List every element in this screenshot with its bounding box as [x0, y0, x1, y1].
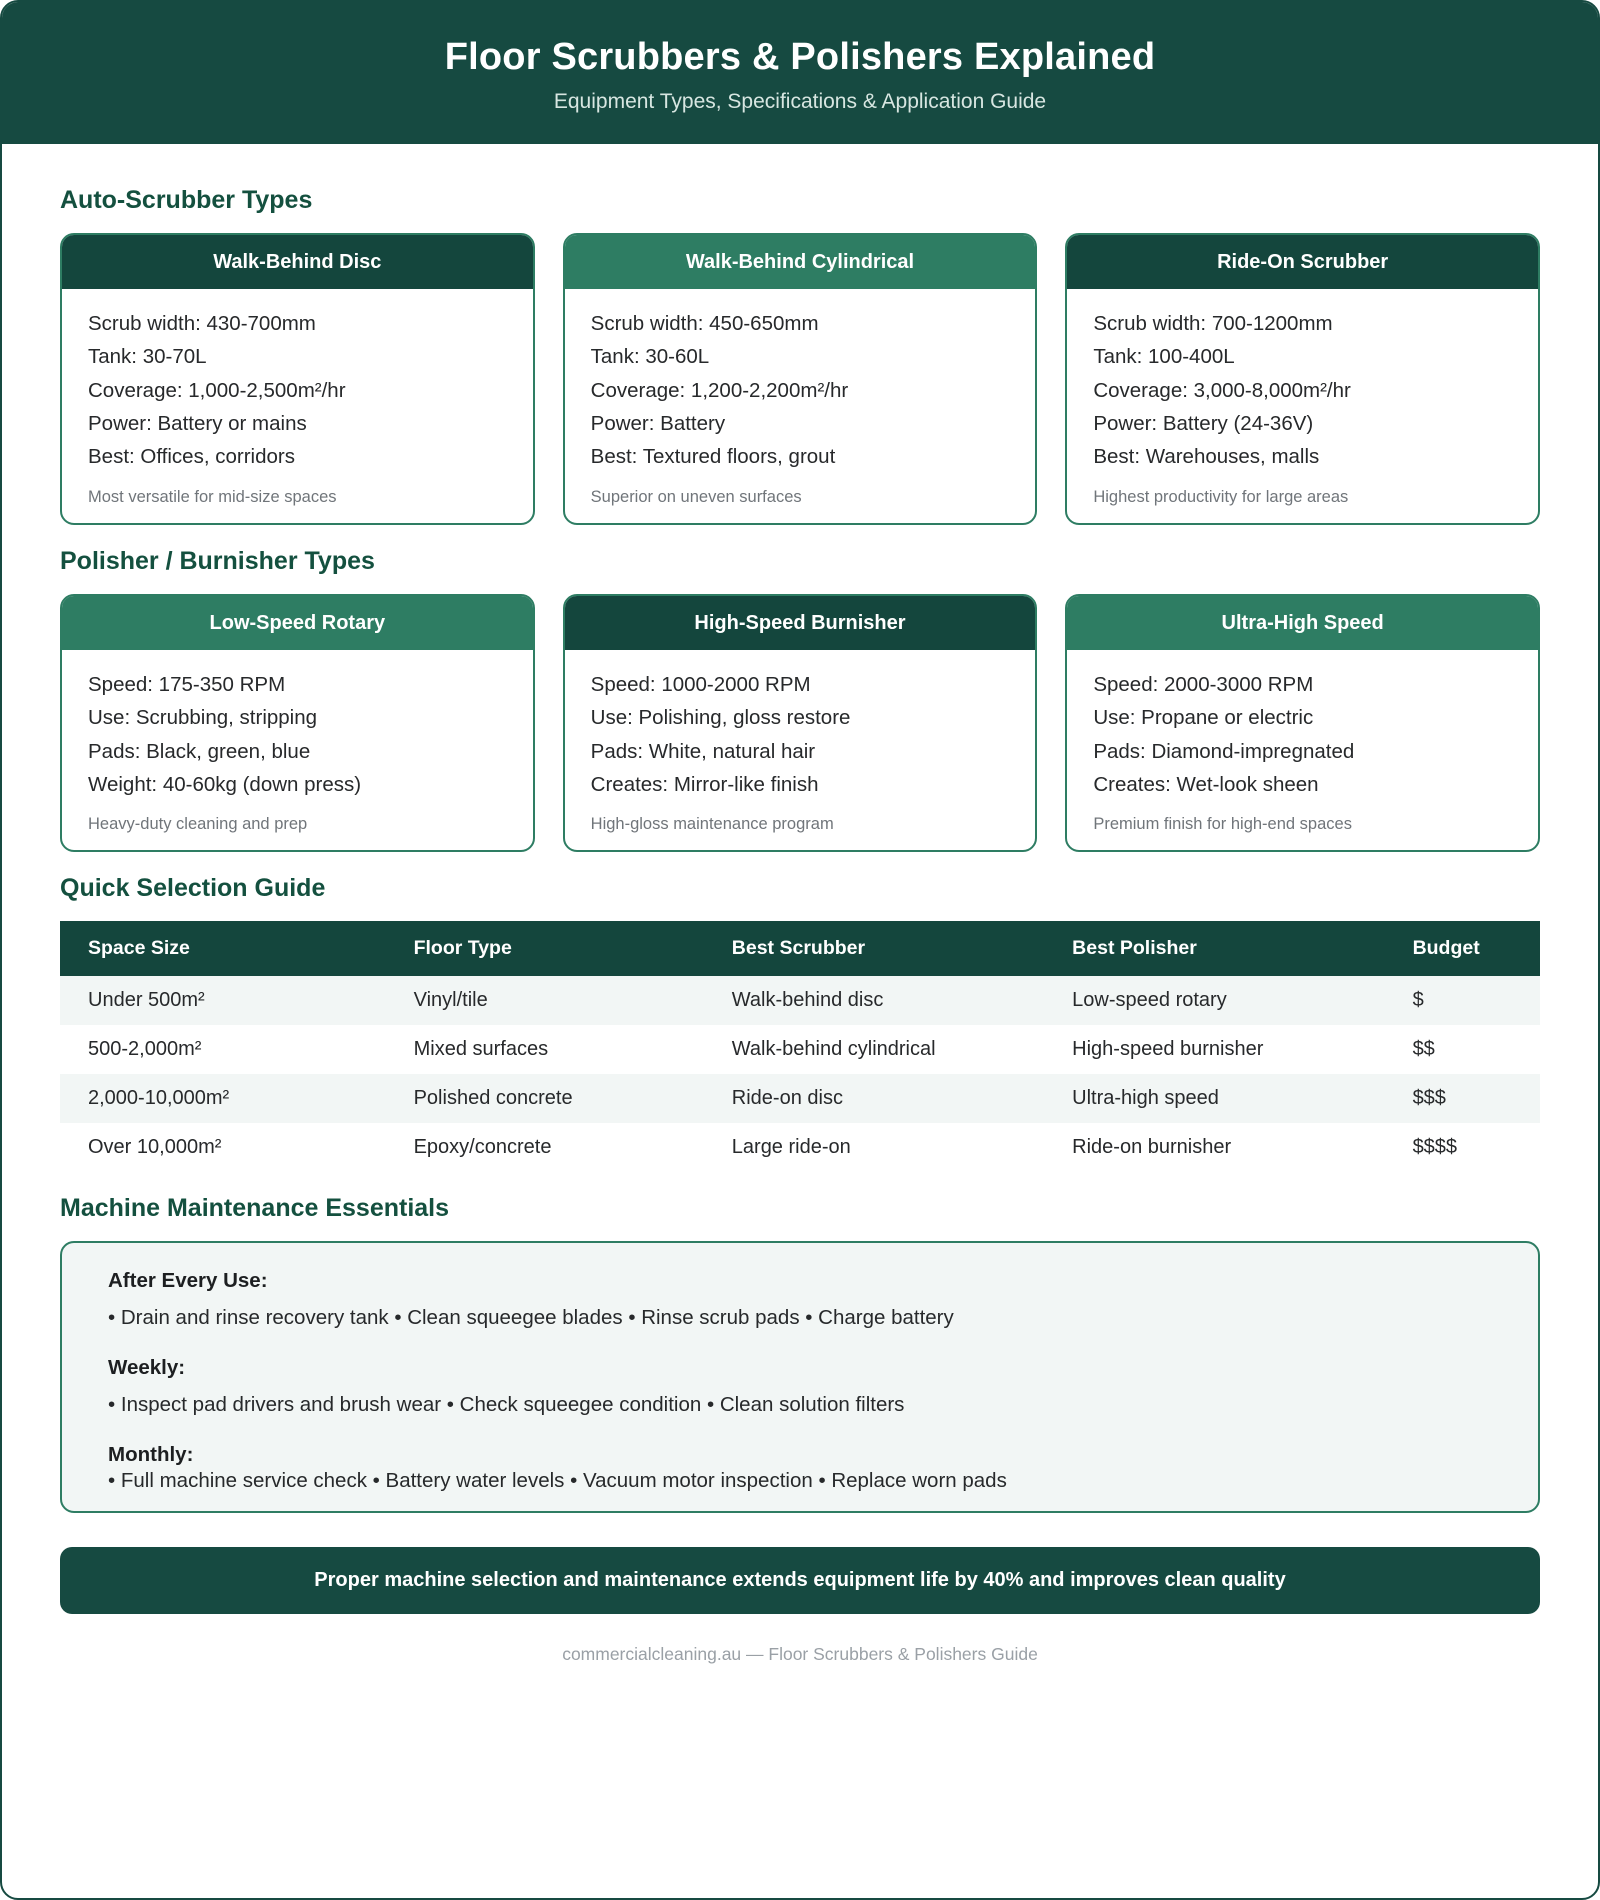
- table-row: [60, 1123, 1540, 1172]
- spec-card-title: Walk-Behind Disc: [62, 235, 533, 289]
- section-title-scrubbers: Auto-Scrubber Types: [60, 185, 313, 214]
- table-row: [60, 1025, 1540, 1074]
- spec-card: [1065, 594, 1540, 853]
- page-header: [2, 2, 1598, 144]
- spec-line: Tank: 100-400L: [1093, 345, 1235, 369]
- cell-budget: $$$$: [1412, 1136, 1458, 1159]
- spec-card: [563, 594, 1038, 853]
- spec-card-title: Ultra-High Speed: [1067, 596, 1538, 650]
- cell-budget: $: [1412, 989, 1424, 1012]
- spec-card-body: [1067, 289, 1538, 523]
- spec-line: Scrub width: 700-1200mm: [1093, 311, 1333, 335]
- spec-card-note: Superior on uneven surfaces: [590, 487, 802, 506]
- spec-line: Coverage: 3,000-8,000m²/hr: [1093, 378, 1351, 402]
- spec-line: Creates: Mirror-like finish: [590, 772, 819, 796]
- spec-line: Use: Polishing, gloss restore: [590, 706, 851, 730]
- spec-line: Tank: 30-70L: [88, 345, 207, 369]
- spec-card-body: [1067, 650, 1538, 851]
- table-row: [60, 976, 1540, 1025]
- spec-card-title: Walk-Behind Cylindrical: [565, 235, 1036, 289]
- maintenance-group: [108, 1443, 1492, 1493]
- spec-card-note: Most versatile for mid-size spaces: [88, 487, 337, 506]
- spec-line: Tank: 30-60L: [590, 345, 710, 369]
- spec-line: Use: Propane or electric: [1093, 706, 1314, 730]
- spec-card: [60, 233, 535, 525]
- cell-best-polisher: Low-speed rotary: [1072, 989, 1227, 1012]
- spec-card-title: High-Speed Burnisher: [565, 596, 1036, 650]
- spec-card-body: [565, 289, 1036, 523]
- cell-budget: $$$: [1412, 1087, 1446, 1110]
- spec-card-note: Highest productivity for large areas: [1093, 487, 1349, 506]
- page-subtitle: Equipment Types, Specifications & Application Guide: [553, 89, 1047, 113]
- maintenance-label: Weekly:: [108, 1356, 186, 1380]
- selection-guide-table: [60, 921, 1540, 1172]
- cell-best-scrubber: Walk-behind cylindrical: [731, 1038, 936, 1061]
- spec-line: Power: Battery: [590, 411, 726, 435]
- column-header-budget: Budget: [1385, 921, 1540, 976]
- spec-line: Pads: Diamond-impregnated: [1093, 739, 1355, 763]
- column-header-floor-type: Floor Type: [386, 921, 704, 976]
- spec-line: Scrub width: 450-650mm: [590, 311, 819, 335]
- spec-line: Weight: 40-60kg (down press): [88, 772, 362, 796]
- maintenance-tasks: • Inspect pad drivers and brush wear • Check squeegee condition • Clean solution filters: [108, 1393, 905, 1417]
- spec-card: [60, 594, 535, 853]
- spec-line: Power: Battery (24-36V): [1093, 411, 1314, 435]
- cell-floor-type: Vinyl/tile: [413, 989, 488, 1012]
- maintenance-label: After Every Use:: [108, 1269, 268, 1293]
- spec-line: Coverage: 1,200-2,200m²/hr: [590, 378, 849, 402]
- maintenance-tasks: • Full machine service check • Battery water levels • Vacuum motor inspection • Replace worn pads: [108, 1469, 1007, 1493]
- spec-line: Speed: 175-350 RPM: [88, 672, 286, 696]
- spec-line: Best: Warehouses, malls: [1093, 445, 1320, 469]
- cell-best-polisher: Ultra-high speed: [1072, 1087, 1219, 1110]
- table-body: [60, 976, 1540, 1172]
- spec-card-body: [62, 289, 533, 523]
- spec-card-note: Premium finish for high-end spaces: [1093, 815, 1352, 834]
- spec-line: Best: Textured floors, grout: [590, 445, 836, 469]
- spec-card: [1065, 233, 1540, 525]
- cell-space-size: 2,000-10,000m²: [88, 1087, 230, 1110]
- maintenance-group: [108, 1356, 1492, 1417]
- spec-line: Power: Battery or mains: [88, 411, 307, 435]
- cell-floor-type: Epoxy/concrete: [413, 1136, 552, 1159]
- spec-card: [563, 233, 1038, 525]
- spec-line: Speed: 1000-2000 RPM: [590, 672, 811, 696]
- scrubber-card-grid: [60, 233, 1540, 525]
- spec-line: Creates: Wet-look sheen: [1093, 772, 1319, 796]
- spec-line: Use: Scrubbing, stripping: [88, 706, 318, 730]
- column-header-best-polisher: Best Polisher: [1044, 921, 1384, 976]
- table-head: [60, 921, 1540, 976]
- cell-best-polisher: Ride-on burnisher: [1072, 1136, 1232, 1159]
- spec-card-title: Ride-On Scrubber: [1067, 235, 1538, 289]
- spec-card-title: Low-Speed Rotary: [62, 596, 533, 650]
- spec-card-body: [565, 650, 1036, 851]
- maintenance-box: [60, 1241, 1540, 1513]
- cell-space-size: Over 10,000m²: [88, 1136, 222, 1159]
- page-title: Floor Scrubbers & Polishers Explained: [444, 36, 1156, 78]
- spec-line: Pads: White, natural hair: [590, 739, 816, 763]
- cell-best-polisher: High-speed burnisher: [1072, 1038, 1264, 1061]
- spec-card-note: Heavy-duty cleaning and prep: [88, 815, 308, 834]
- summary-banner: Proper machine selection and maintenance extends equipment life by 40% and improves clean quality: [60, 1547, 1540, 1614]
- spec-card-note: High-gloss maintenance program: [590, 815, 834, 834]
- section-title-polishers: Polisher / Burnisher Types: [60, 546, 375, 575]
- cell-space-size: Under 500m²: [88, 989, 205, 1012]
- page-body: [2, 144, 1598, 1692]
- column-header-space-size: Space Size: [60, 921, 386, 976]
- section-title-guide: Quick Selection Guide: [60, 874, 326, 903]
- cell-floor-type: Polished concrete: [413, 1087, 573, 1110]
- cell-floor-type: Mixed surfaces: [413, 1038, 549, 1061]
- cell-best-scrubber: Walk-behind disc: [731, 989, 884, 1012]
- cell-space-size: 500-2,000m²: [88, 1038, 202, 1061]
- spec-line: Coverage: 1,000-2,500m²/hr: [88, 378, 346, 402]
- credit-line: commercialcleaning.au — Floor Scrubbers & Polishers Guide: [562, 1644, 1038, 1665]
- table-row: [60, 1074, 1540, 1123]
- spec-line: Speed: 2000-3000 RPM: [1093, 672, 1314, 696]
- spec-line: Pads: Black, green, blue: [88, 739, 311, 763]
- spec-card-body: [62, 650, 533, 851]
- maintenance-group: [108, 1269, 1492, 1330]
- column-header-best-scrubber: Best Scrubber: [704, 921, 1044, 976]
- section-title-maintenance: Machine Maintenance Essentials: [60, 1194, 450, 1223]
- polisher-card-grid: [60, 594, 1540, 853]
- spec-line: Best: Offices, corridors: [88, 445, 295, 469]
- cell-best-scrubber: Large ride-on: [731, 1136, 851, 1159]
- cell-best-scrubber: Ride-on disc: [731, 1087, 843, 1110]
- cell-budget: $$: [1412, 1038, 1435, 1061]
- spec-line: Scrub width: 430-700mm: [88, 311, 316, 335]
- maintenance-tasks: • Drain and rinse recovery tank • Clean squeegee blades • Rinse scrub pads • Charge battery: [108, 1306, 954, 1330]
- table-header-row: [60, 921, 1540, 976]
- maintenance-label: Monthly:: [108, 1443, 194, 1467]
